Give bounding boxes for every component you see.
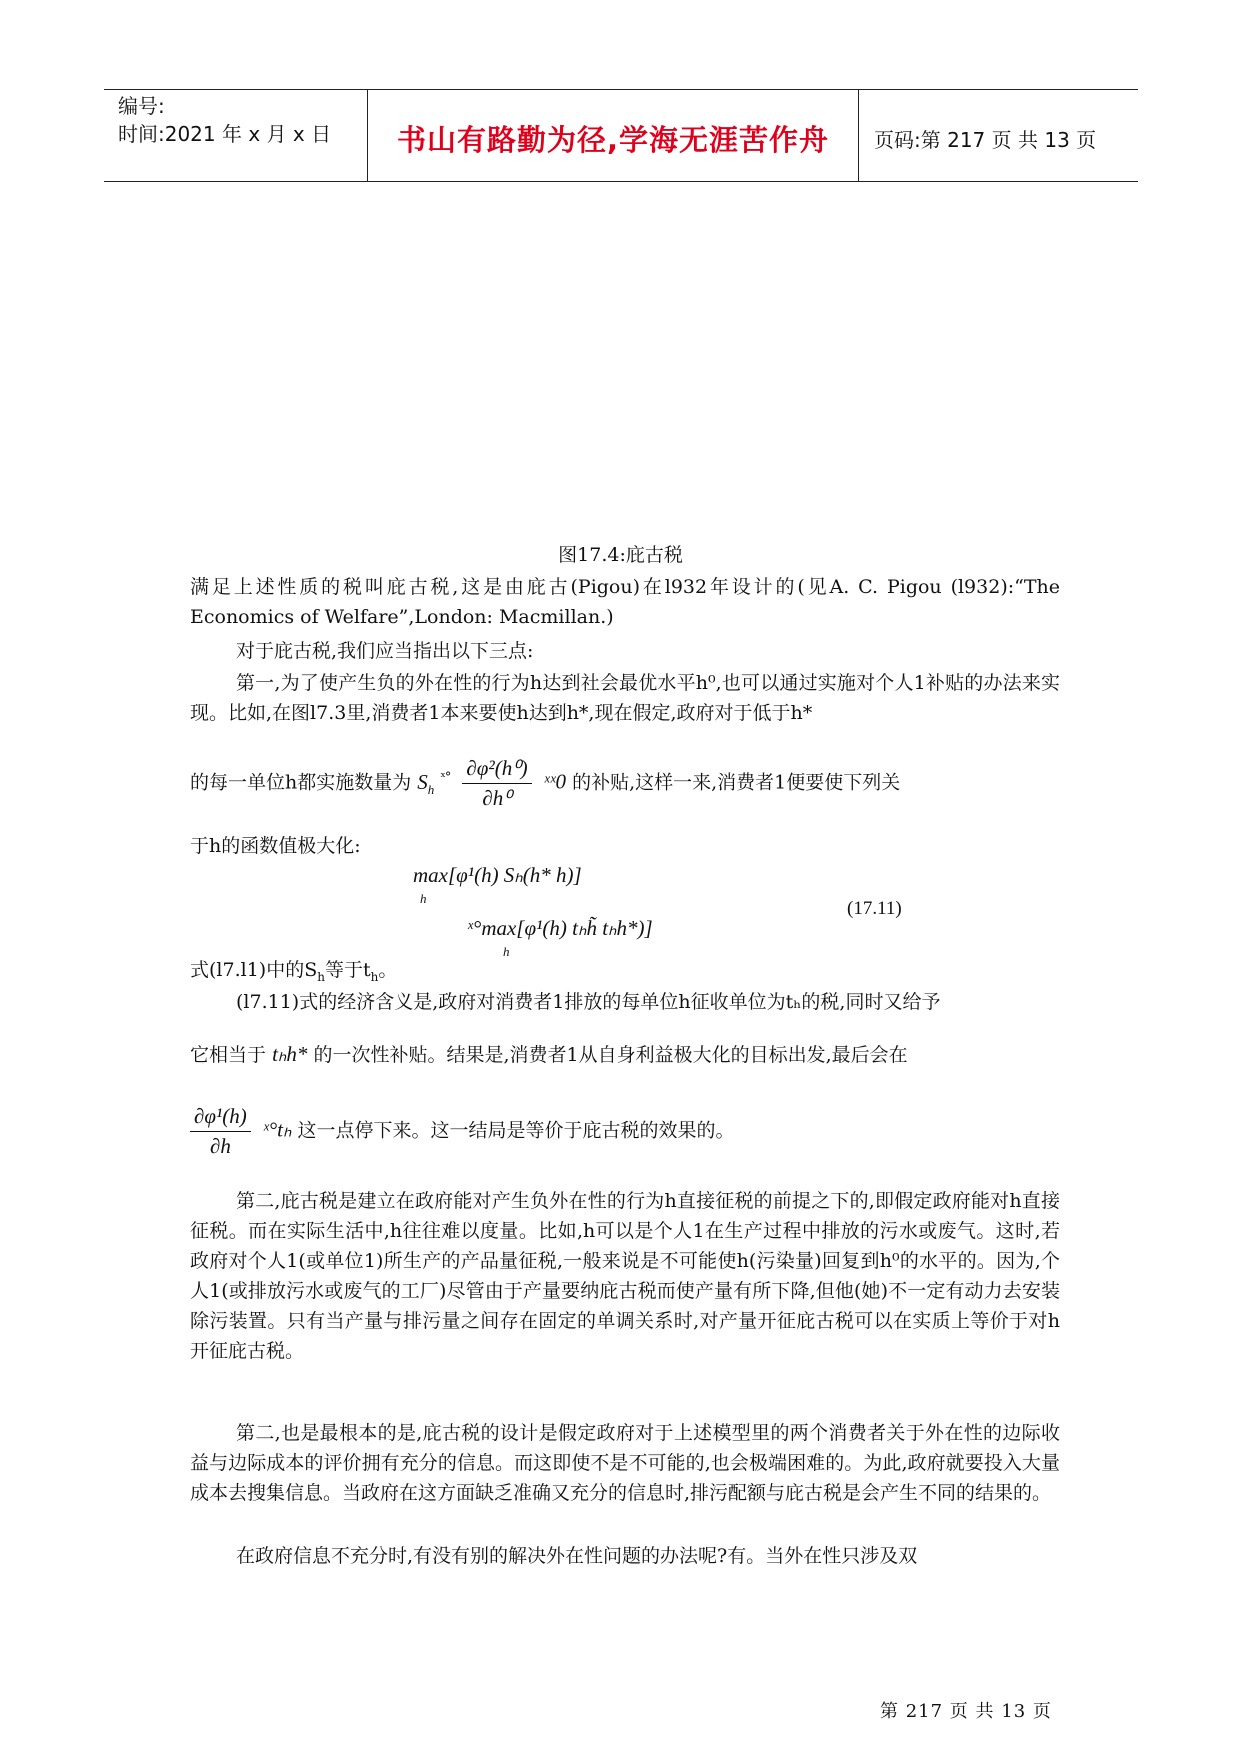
- subsidy-text-pre: 的每一单位h都实施数量为: [190, 771, 412, 794]
- paragraph-first-point: 第一,为了使产生负的外在性的行为h达到社会最优水平h⁰,也可以通过实施对个人1补贴的办法来实现。比如,在图l7.3里,消费者1本来要使h达到h*,现在假定,政府对于低于h*: [190, 672, 1060, 724]
- equation-number: (17.11): [847, 898, 902, 919]
- foc-fraction: [190, 1104, 251, 1159]
- paragraph-economic-meaning: (l7.11)式的经济含义是,政府对消费者1排放的每单位h征收单位为tₕ的税,同时又给予: [236, 991, 941, 1013]
- equation-line-2: ˣ°max[φ¹(h) tₕh̃ tₕh*)]: [467, 916, 653, 940]
- equation-line-1: max[φ¹(h) Sₕ(h* h)]: [413, 863, 582, 887]
- subsidy-denominator: ∂h⁰: [482, 786, 512, 810]
- subsidy-text-post: 的补贴,这样一来,消费者1便要使下列关: [572, 771, 901, 794]
- header-meta: [118, 92, 331, 148]
- header-motto: 书山有路勤为径,学海无涯苦作舟: [396, 123, 830, 157]
- foc-rhs: ˣ°tₕ: [262, 1117, 292, 1142]
- serial-label: 编号:: [118, 94, 165, 118]
- subsidy-symbol: $S_h$: [417, 769, 435, 797]
- footer-page-number: 第 217 页 共 13 页: [880, 1701, 1052, 1722]
- sh-equals-th-line: 式(l7.l1)中的$S_h$等于$t_h$。: [190, 959, 398, 984]
- subsidy-numerator: ∂φ²(h⁰): [462, 756, 531, 784]
- garbled-symbol: ˣ°: [440, 770, 451, 786]
- paragraph-definition: 满足上述性质的税叫庇古税,这是由庇古(Pigou)在l932年设计的(见A. C. Pigou (l932):“The Economics of Welfare”,London: Macmillan.): [190, 576, 1060, 628]
- subsidy-fraction: [462, 756, 531, 811]
- figure-caption: 图17.4:庇古税: [558, 544, 683, 566]
- paragraph-three-points: 对于庇古税,我们应当指出以下三点:: [236, 640, 534, 662]
- paragraph-information: 第二,也是最根本的是,庇古税的设计是假定政府对于上述模型里的两个消费者关于外在性的边际收益与边际成本的评价拥有充分的信息。而这即使不是不可能的,也会极端困难的。为此,政府就要投入大量成本去搜集信息。当政府在这方面缺乏准确又充分的信息时,排污配额与庇古税是会产生不同的结果的。: [190, 1422, 1060, 1504]
- paragraph-second-point: 第二,庇古税是建立在政府能对产生负外在性的行为h直接征税的前提之下的,即假定政府能对h直接征税。而在实际生活中,h往往难以度量。比如,h可以是个人1在生产过程中排放的污水或废气。这时,若政府对个人1(或单位1)所生产的产品量征税,一般来说是不可能使h(污染量)回复到h⁰的水平的。因为,个人1(或排放污水或废气的工厂)尽管由于产量要纳庇古税而使产量有所下降,但他(她)不一定有动力去安装除污装置。只有当产量与排污量之间存在固定的单调关系时,对产量开征庇古税可以在实质上等价于对h开征庇古税。: [190, 1190, 1060, 1362]
- foc-numerator: ∂φ¹(h): [190, 1104, 251, 1132]
- garbled-zero: ˣˣ0: [543, 769, 567, 794]
- header-bottom-rule: [104, 181, 1138, 182]
- foc-line: $\frac{\text{∂φ¹(h)}}{\partial h}$ ˣ°tₕ 这一点停下来。这一结局是等价于庇古税的效果的。: [190, 1104, 735, 1159]
- time-label: 时间:2021 年 x 月 x 日: [118, 122, 332, 146]
- subsidy-line: [190, 756, 900, 811]
- header-top-rule: [104, 89, 1138, 90]
- equation-line-1-sub: h: [420, 891, 427, 906]
- equation-line-2-sub: h: [503, 944, 510, 959]
- paragraph-alternatives: 在政府信息不充分时,有没有别的解决外在性问题的办法呢?有。当外在性只涉及双: [236, 1545, 918, 1567]
- lump-sum-symbol: tₕh*: [272, 1042, 308, 1066]
- header-divider-right: [858, 89, 859, 182]
- lump-sum-line: 它相当于 tₕh* 的一次性补贴。结果是,消费者1从自身利益极大化的目标出发,最后会在: [190, 1042, 908, 1066]
- header-page-label: 页码:第 217 页 共 13 页: [874, 128, 1097, 152]
- foc-denominator: ∂h: [209, 1134, 231, 1158]
- paragraph-maximize: 于h的函数值极大化:: [190, 835, 361, 857]
